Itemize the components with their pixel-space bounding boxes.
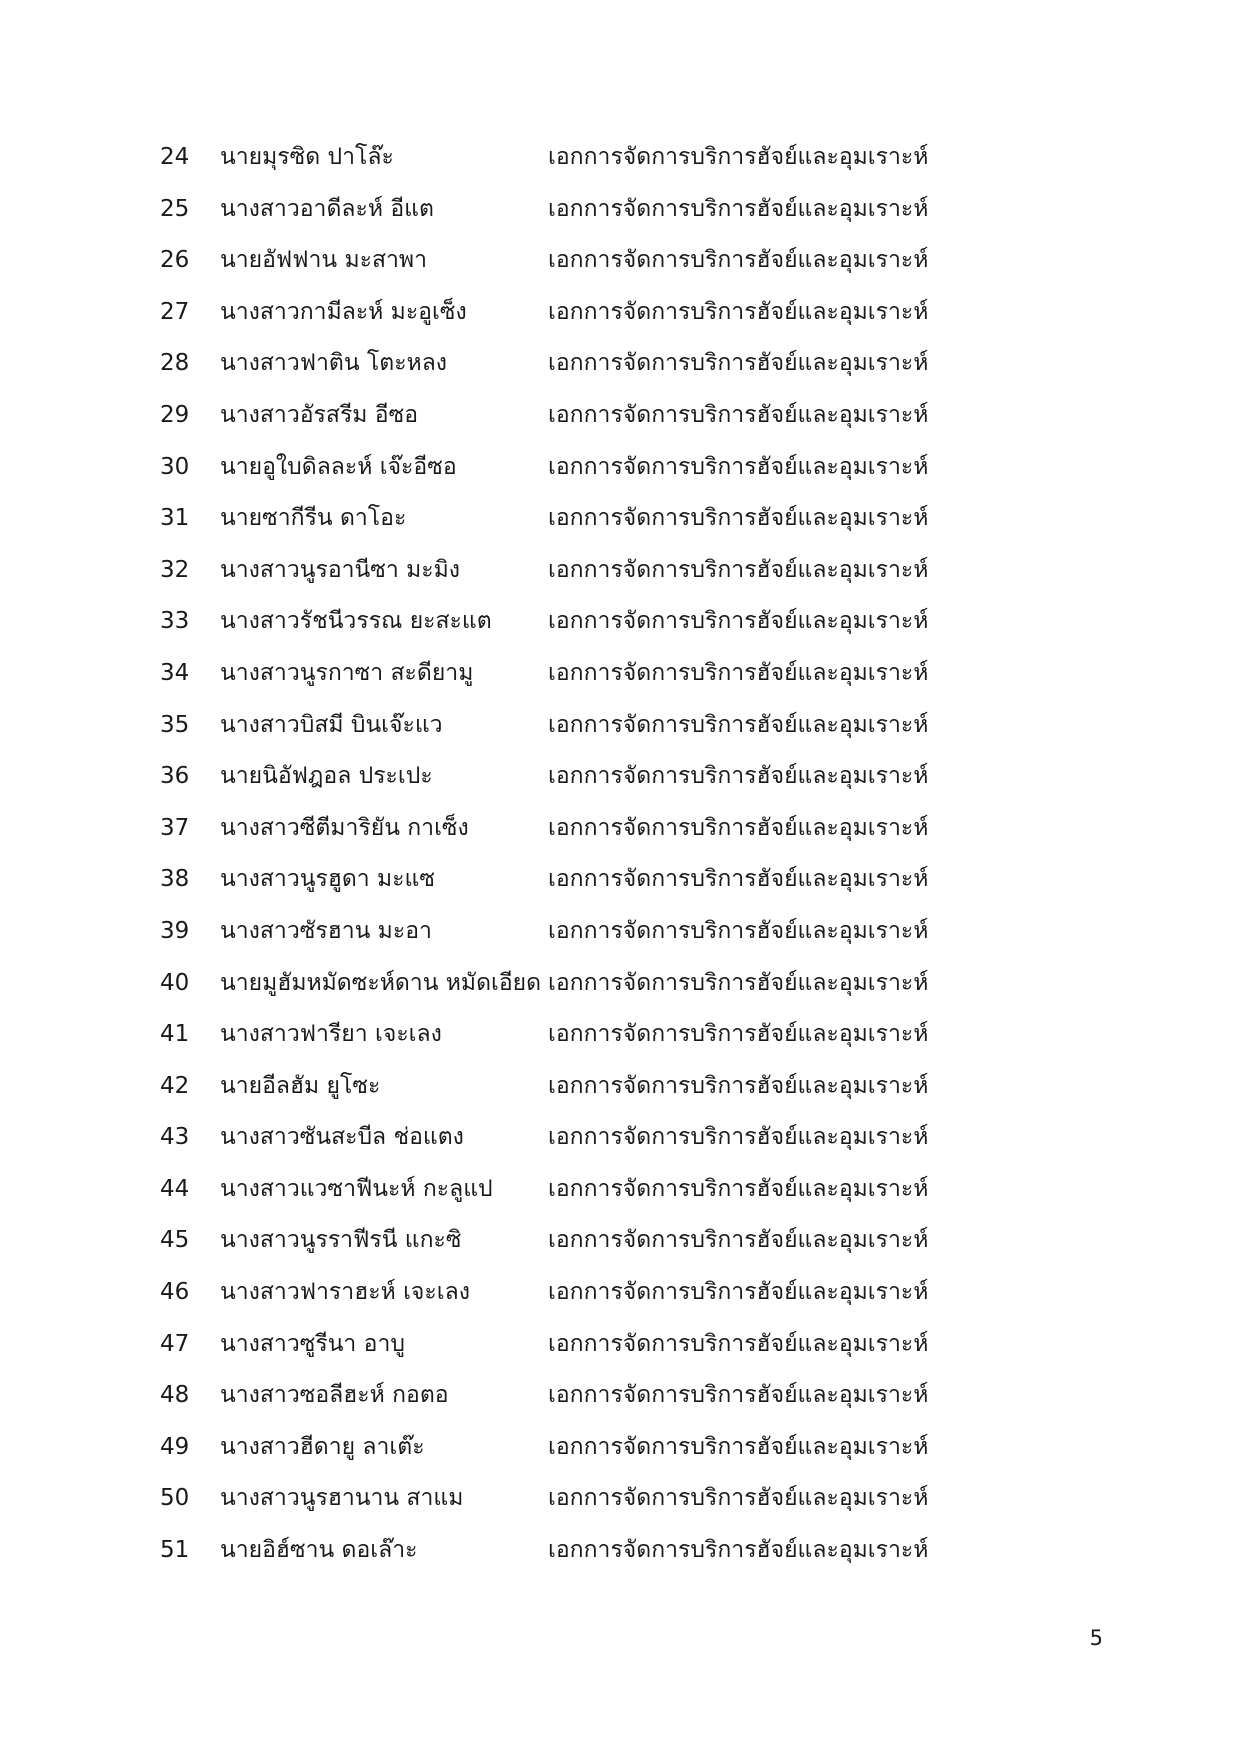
student-name: นายอูใบดิลละห์ เจ๊ะอีซอ — [220, 453, 457, 480]
student-name: นายอัฟฟาน มะสาพา — [220, 247, 427, 274]
major-name: เอกการจัดการบริการฮัจย์และอุมเราะห์ — [548, 1021, 929, 1048]
list-item — [0, 287, 1241, 339]
row-number: 50 — [160, 1485, 190, 1512]
student-name: นางสาวซัรฮาน มะอา — [220, 917, 432, 944]
student-name: นางสาวกามีละห์ มะอูเซ็ง — [220, 298, 467, 325]
student-name: นางสาวรัชนีวรรณ ยะสะแต — [220, 608, 492, 635]
row-number: 38 — [160, 866, 190, 893]
row-number: 24 — [160, 144, 190, 170]
major-name: เอกการจัดการบริการฮัจย์และอุมเราะห์ — [548, 350, 929, 377]
list-item — [0, 1319, 1241, 1371]
row-number: 29 — [160, 401, 190, 428]
row-number: 28 — [160, 350, 190, 377]
row-number: 27 — [160, 298, 190, 325]
student-name: นางสาวซูรีนา อาบู — [220, 1330, 405, 1357]
major-name: เอกการจัดการบริการฮัจย์และอุมเราะห์ — [548, 1279, 929, 1306]
student-name: นายอีลฮัม ยูโซะ — [220, 1072, 381, 1099]
row-number: 47 — [160, 1330, 190, 1357]
student-name: นางสาวฟาราฮะห์ เจะเลง — [220, 1279, 470, 1306]
row-number: 49 — [160, 1433, 190, 1460]
list-item — [0, 1164, 1241, 1216]
major-name: เอกการจัดการบริการฮัจย์และอุมเราะห์ — [548, 659, 929, 686]
major-name: เอกการจัดการบริการฮัจย์และอุมเราะห์ — [548, 1124, 929, 1151]
major-name: เอกการจัดการบริการฮัจย์และอุมเราะห์ — [548, 556, 929, 583]
major-name: เอกการจัดการบริการฮัจย์และอุมเราะห์ — [548, 1072, 929, 1099]
student-name: นางสาวนูรฮูดา มะแซ — [220, 866, 435, 893]
major-name: เอกการจัดการบริการฮัจย์และอุมเราะห์ — [548, 1485, 929, 1512]
list-item — [0, 1009, 1241, 1061]
list-item — [0, 1215, 1241, 1267]
row-number: 42 — [160, 1072, 190, 1099]
major-name: เอกการจัดการบริการฮัจย์และอุมเราะห์ — [548, 1537, 929, 1564]
row-number: 26 — [160, 247, 190, 274]
list-item — [0, 906, 1241, 958]
list-item — [0, 854, 1241, 906]
major-name: เอกการจัดการบริการฮัจย์และอุมเราะห์ — [548, 453, 929, 480]
row-number: 40 — [160, 969, 190, 996]
list-item — [0, 235, 1241, 287]
list-item — [0, 390, 1241, 442]
list-item — [0, 803, 1241, 855]
list-item — [0, 1112, 1241, 1164]
list-item — [0, 338, 1241, 390]
student-name: นางสาวอาดีละห์ อีแต — [220, 195, 434, 222]
row-number: 34 — [160, 659, 190, 686]
major-name: เอกการจัดการบริการฮัจย์และอุมเราะห์ — [548, 144, 929, 170]
list-item — [0, 184, 1241, 236]
major-name: เอกการจัดการบริการฮัจย์และอุมเราะห์ — [548, 1433, 929, 1460]
row-number: 33 — [160, 608, 190, 635]
major-name: เอกการจัดการบริการฮัจย์และอุมเราะห์ — [548, 763, 929, 790]
major-name: เอกการจัดการบริการฮัจย์และอุมเราะห์ — [548, 1175, 929, 1202]
student-name: นายอิฮ์ซาน ดอเล๊าะ — [220, 1537, 418, 1564]
major-name: เอกการจัดการบริการฮัจย์และอุมเราะห์ — [548, 814, 929, 841]
row-number: 43 — [160, 1124, 190, 1151]
list-item — [0, 442, 1241, 494]
row-number: 32 — [160, 556, 190, 583]
row-number: 36 — [160, 763, 190, 790]
student-name: นายนิอัฟฎอล ประเปะ — [220, 763, 433, 790]
major-name: เอกการจัดการบริการฮัจย์และอุมเราะห์ — [548, 866, 929, 893]
major-name: เอกการจัดการบริการฮัจย์และอุมเราะห์ — [548, 298, 929, 325]
row-number: 51 — [160, 1537, 190, 1564]
student-name: นางสาวฮีดายู ลาเต๊ะ — [220, 1433, 425, 1460]
student-name: นางสาวซันสะบีล ช่อแตง — [220, 1124, 464, 1151]
major-name: เอกการจัดการบริการฮัจย์และอุมเราะห์ — [548, 711, 929, 738]
student-name: นางสาวซีตีมาริยัน กาเซ็ง — [220, 814, 469, 841]
student-name: นางสาวนูรฮานาน สาแม — [220, 1485, 464, 1512]
page-number: 5 — [1089, 1626, 1103, 1650]
major-name: เอกการจัดการบริการฮัจย์และอุมเราะห์ — [548, 247, 929, 274]
student-name: นางสาวนูรอานีซา มะมิง — [220, 556, 461, 583]
student-name: นายซากีรีน ดาโอะ — [220, 505, 407, 532]
major-name: เอกการจัดการบริการฮัจย์และอุมเราะห์ — [548, 969, 929, 996]
row-number: 46 — [160, 1279, 190, 1306]
list-item — [0, 1422, 1241, 1474]
major-name: เอกการจัดการบริการฮัจย์และอุมเราะห์ — [548, 505, 929, 532]
student-name: นางสาวซอลีฮะห์ กอตอ — [220, 1382, 449, 1409]
list-item — [0, 132, 1241, 184]
row-number: 25 — [160, 195, 190, 222]
student-name: นางสาวแวซาฟีนะห์ กะลูแป — [220, 1175, 493, 1202]
major-name: เอกการจัดการบริการฮัจย์และอุมเราะห์ — [548, 917, 929, 944]
row-number: 41 — [160, 1021, 190, 1048]
row-number: 39 — [160, 917, 190, 944]
list-item — [0, 1370, 1241, 1422]
major-name: เอกการจัดการบริการฮัจย์และอุมเราะห์ — [548, 1330, 929, 1357]
list-item — [0, 958, 1241, 1010]
list-item — [0, 545, 1241, 597]
list-item — [0, 1473, 1241, 1525]
major-name: เอกการจัดการบริการฮัจย์และอุมเราะห์ — [548, 401, 929, 428]
student-name: นางสาวนูรราฟีรนี แกะซิ — [220, 1227, 462, 1254]
list-item — [0, 596, 1241, 648]
major-name: เอกการจัดการบริการฮัจย์และอุมเราะห์ — [548, 1227, 929, 1254]
list-item — [0, 751, 1241, 803]
row-number: 31 — [160, 505, 190, 532]
major-name: เอกการจัดการบริการฮัจย์และอุมเราะห์ — [548, 608, 929, 635]
student-name: นางสาวนูรกาซา สะดียามู — [220, 659, 474, 686]
list-item — [0, 493, 1241, 545]
student-name: นางสาวฟารียา เจะเลง — [220, 1021, 442, 1048]
row-number: 37 — [160, 814, 190, 841]
row-number: 45 — [160, 1227, 190, 1254]
list-item — [0, 700, 1241, 752]
list-item — [0, 1267, 1241, 1319]
list-item — [0, 1061, 1241, 1113]
row-number: 48 — [160, 1382, 190, 1409]
list-item — [0, 1525, 1241, 1577]
student-name: นายมุรซิด ปาโล๊ะ — [220, 144, 394, 170]
student-name: นางสาวฟาติน โตะหลง — [220, 350, 448, 377]
row-number: 44 — [160, 1175, 190, 1202]
row-number: 35 — [160, 711, 190, 738]
student-name: นางสาวบิสมี บินเจ๊ะแว — [220, 711, 443, 738]
major-name: เอกการจัดการบริการฮัจย์และอุมเราะห์ — [548, 195, 929, 222]
major-name: เอกการจัดการบริการฮัจย์และอุมเราะห์ — [548, 1382, 929, 1409]
row-number: 30 — [160, 453, 190, 480]
student-name: นายมูฮัมหมัดซะห์ดาน หมัดเอียด — [220, 969, 542, 996]
student-list — [0, 132, 1241, 1577]
student-name: นางสาวอัรสรีม อีซอ — [220, 401, 419, 428]
list-item — [0, 648, 1241, 700]
